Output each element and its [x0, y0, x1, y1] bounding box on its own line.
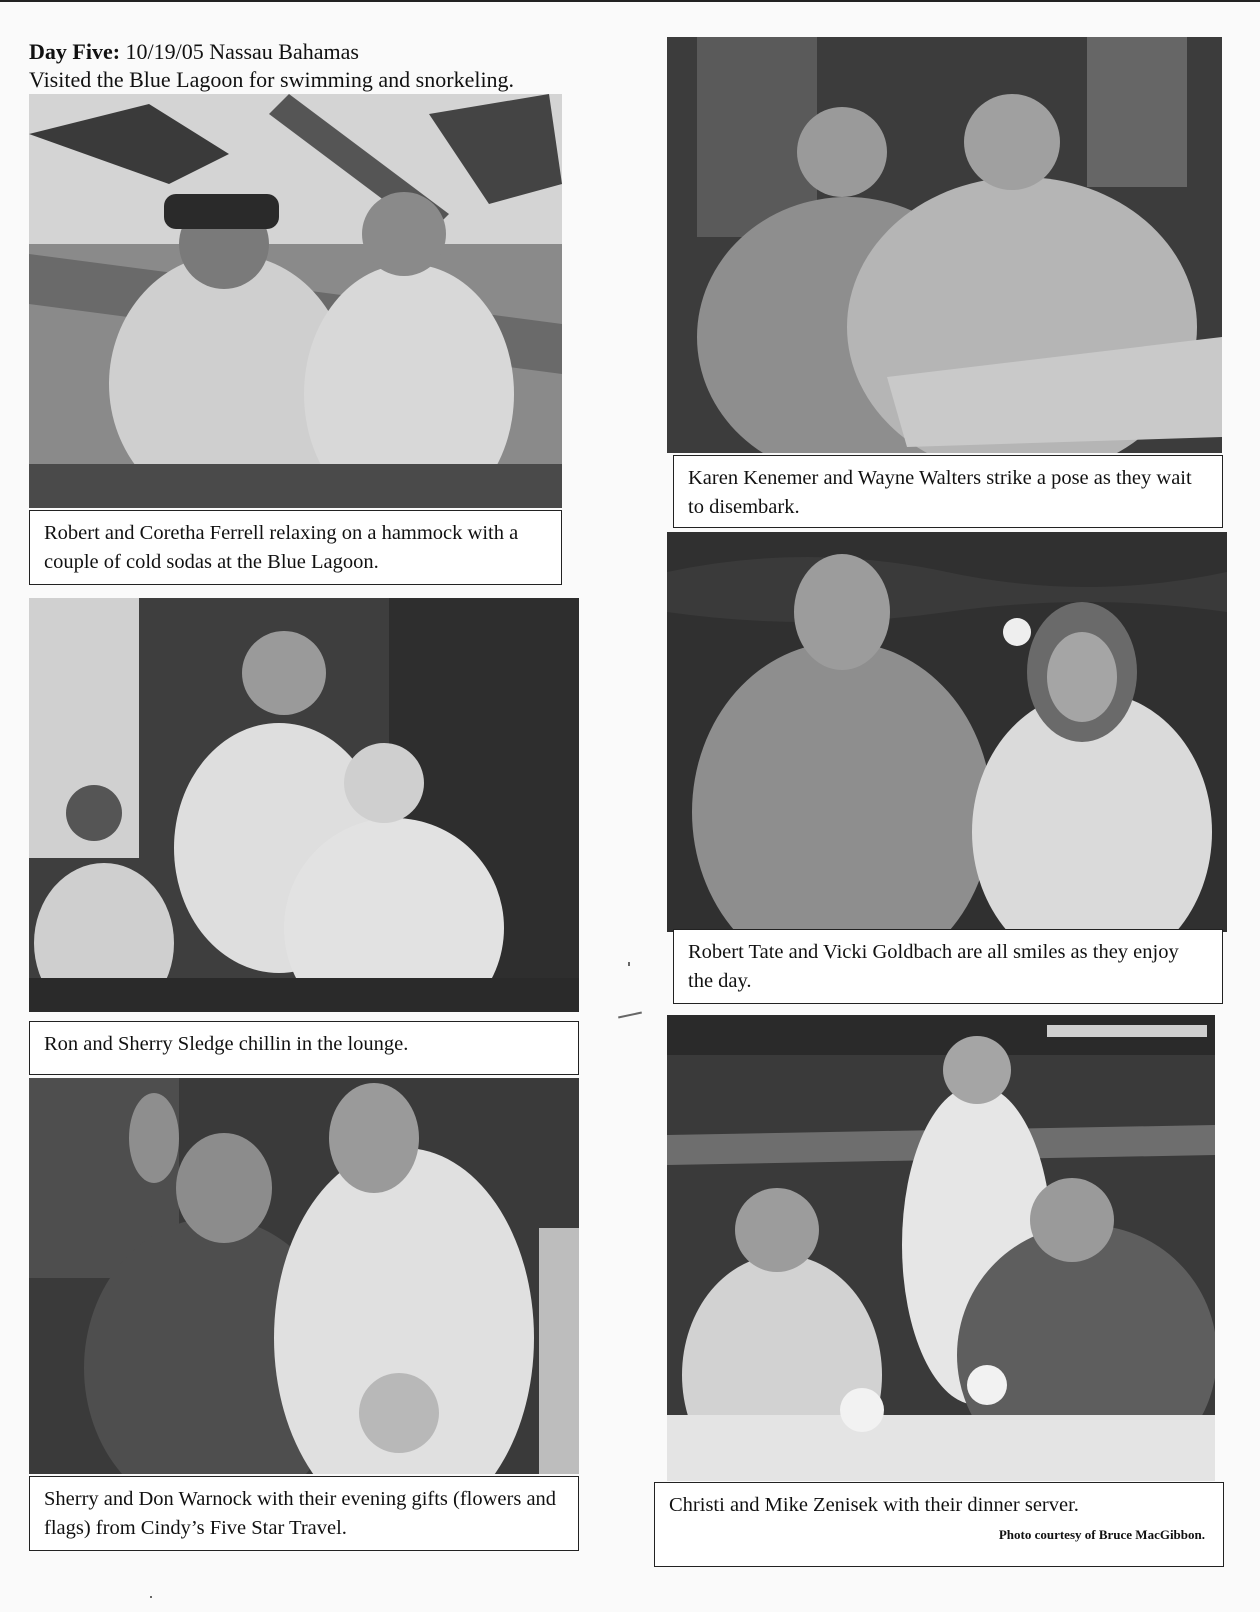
- photo-kenemer-walters: [667, 37, 1222, 453]
- caption-zenisek: [654, 1482, 1224, 1567]
- caption-tate-text: Robert Tate and Vicki Goldbach are all smiles as they enjoy the day.: [688, 941, 1179, 992]
- caption-ferrell-text: Robert and Coretha Ferrell relaxing on a hammock with a couple of cold sodas at the Blue Lagoon.: [44, 522, 519, 573]
- photo-tate-goldbach: [667, 532, 1227, 932]
- date-location: 10/19/05 Nassau Bahamas: [120, 39, 359, 64]
- caption-sledge: [29, 1021, 579, 1075]
- top-rule: [0, 0, 1260, 2]
- caption-warnock-text: Sherry and Don Warnock with their evening gifts (flowers and flags) from Cindy’s Five Star Travel.: [44, 1488, 557, 1539]
- page-header: [29, 38, 629, 94]
- header-subtitle: Visited the Blue Lagoon for swimming and snorkeling.: [29, 67, 515, 92]
- caption-warnock: [29, 1476, 579, 1551]
- caption-kenemer-text: Karen Kenemer and Wayne Walters strike a pose as they wait to disembark.: [688, 467, 1192, 518]
- photo-credit: Photo courtesy of Bruce MacGibbon.: [998, 1527, 1205, 1542]
- scan-speck: [628, 962, 630, 966]
- photo-zenisek-dinner: [667, 1015, 1215, 1481]
- caption-ferrell: [29, 510, 562, 585]
- photo-sledge-lounge: [29, 598, 579, 1012]
- photo-ferrell-hammock: [29, 94, 562, 508]
- caption-tate: [673, 929, 1223, 1004]
- photo-warnock-gifts: [29, 1078, 579, 1474]
- day-label: Day Five:: [29, 39, 121, 64]
- caption-sledge-text: Ron and Sherry Sledge chillin in the lounge.: [44, 1033, 409, 1055]
- caption-zenisek-text: Christi and Mike Zenisek with their dinner server.: [669, 1494, 1079, 1516]
- scan-speck: [618, 1012, 642, 1019]
- caption-kenemer: [673, 455, 1223, 528]
- scan-speck: [150, 1596, 152, 1598]
